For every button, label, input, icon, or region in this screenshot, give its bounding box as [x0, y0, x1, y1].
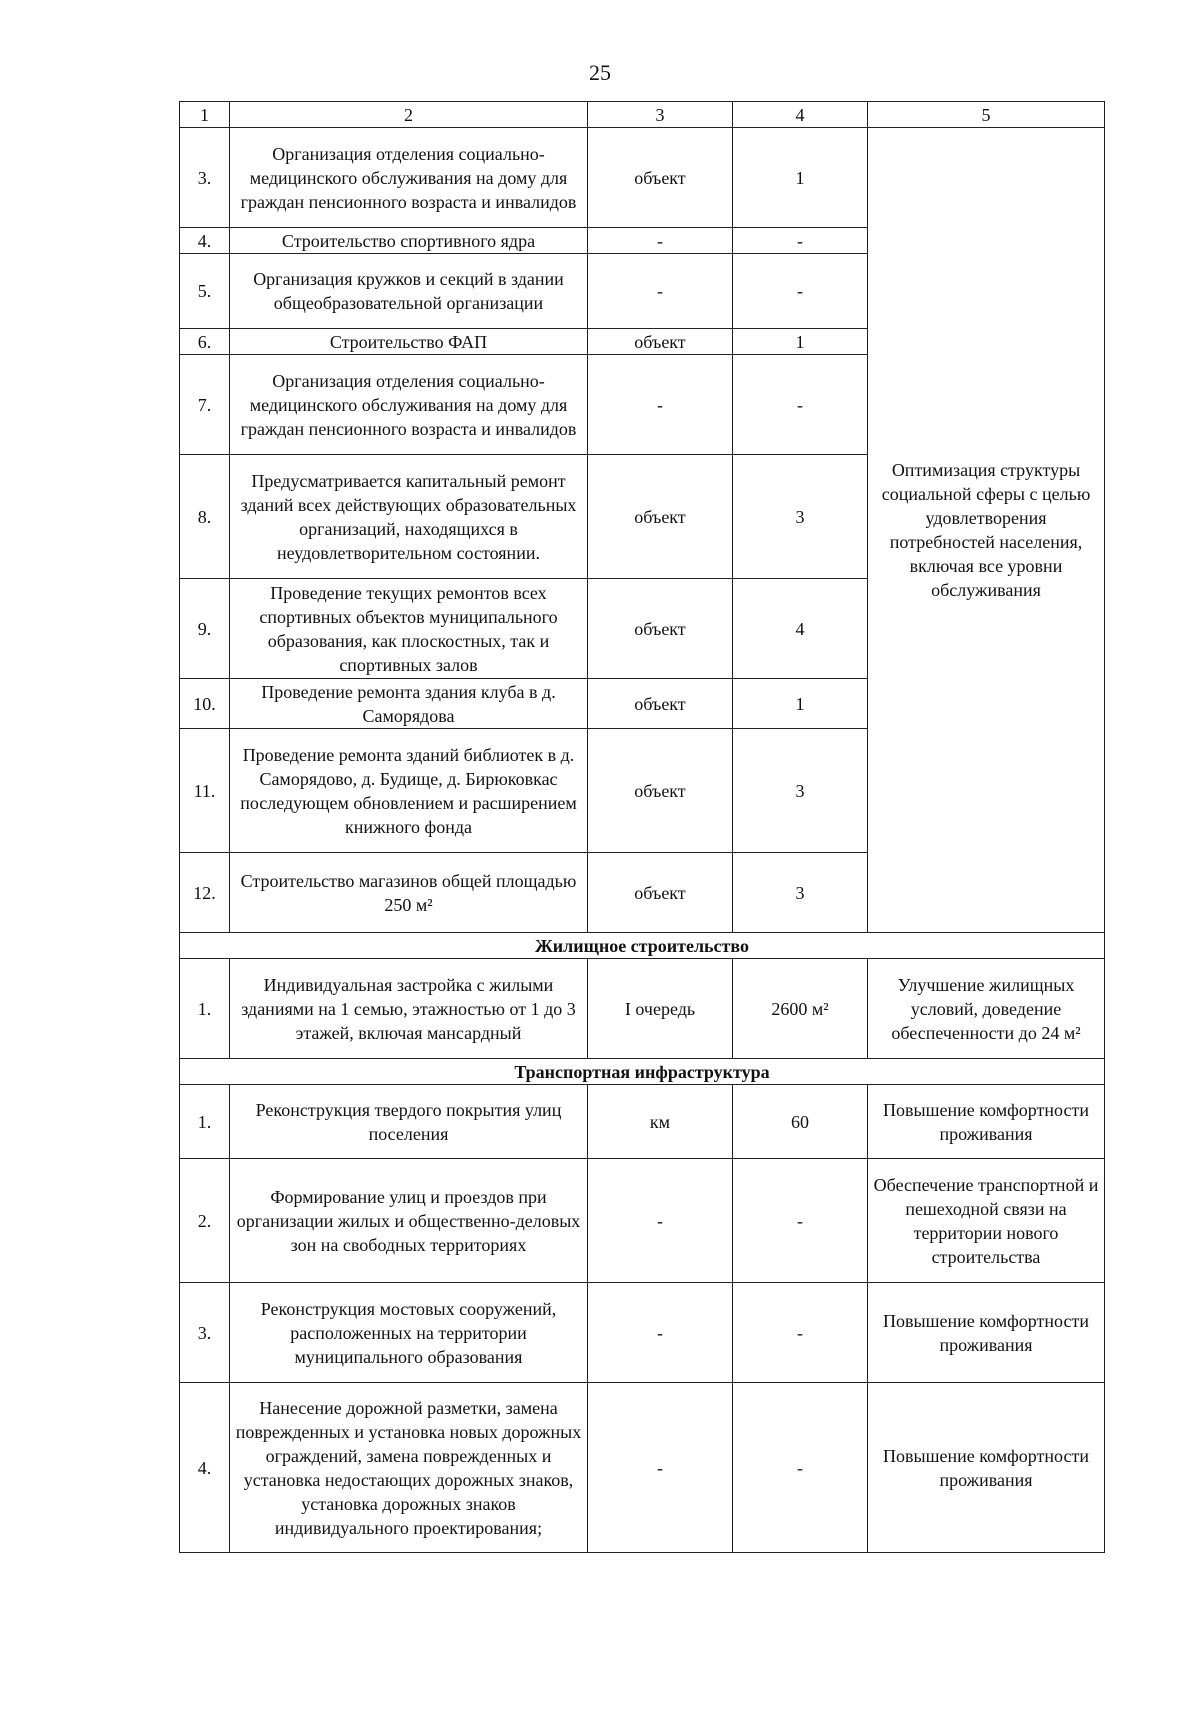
row-number: 12. — [180, 853, 230, 933]
quantity: - — [733, 355, 868, 455]
table-row — [180, 1283, 1105, 1383]
quantity: 1 — [733, 679, 868, 729]
row-number: 9. — [180, 579, 230, 679]
row-number: 5. — [180, 254, 230, 329]
row-number: 6. — [180, 329, 230, 355]
column-number: 4 — [733, 102, 868, 128]
expected-result: Повышение комфортности проживания — [868, 1283, 1105, 1383]
unit: объект — [588, 853, 733, 933]
quantity: 3 — [733, 455, 868, 579]
row-number: 3. — [180, 128, 230, 228]
unit: - — [588, 1159, 733, 1283]
table-row — [180, 1085, 1105, 1159]
quantity: 4 — [733, 579, 868, 679]
quantity: - — [733, 228, 868, 254]
row-number: 1. — [180, 959, 230, 1059]
expected-result: Повышение комфортности проживания — [868, 1383, 1105, 1553]
quantity: 1 — [733, 128, 868, 228]
unit: - — [588, 228, 733, 254]
row-number: 1. — [180, 1085, 230, 1159]
section-title: Жилищное строительство — [180, 933, 1105, 959]
unit: объект — [588, 128, 733, 228]
quantity: - — [733, 1159, 868, 1283]
quantity: 1 — [733, 329, 868, 355]
measure-name: Предусматривается капитальный ремонт зданий всех действующих образовательных организаций, находящихся в неудовлетворительном состоянии. — [230, 455, 588, 579]
quantity: 3 — [733, 853, 868, 933]
measure-name: Строительство ФАП — [230, 329, 588, 355]
measure-name: Организация отделения социально-медицинского обслуживания на дому для граждан пенсионного возраста и инвалидов — [230, 128, 588, 228]
column-number: 5 — [868, 102, 1105, 128]
quantity: - — [733, 1283, 868, 1383]
expected-result: Улучшение жилищных условий, доведение обеспеченности до 24 м² — [868, 959, 1105, 1059]
quantity: 3 — [733, 729, 868, 853]
row-number: 7. — [180, 355, 230, 455]
page-number: 25 — [589, 60, 611, 85]
row-number: 2. — [180, 1159, 230, 1283]
expected-result: Обеспечение транспортной и пешеходной связи на территории нового строительства — [868, 1159, 1105, 1283]
quantity: 2600 м² — [733, 959, 868, 1059]
row-number: 8. — [180, 455, 230, 579]
expected-result: Оптимизация структуры социальной сферы с целью удовлетворения потребностей населения, включая все уровни обслуживания — [868, 128, 1105, 933]
expected-result: Повышение комфортности проживания — [868, 1085, 1105, 1159]
column-number: 3 — [588, 102, 733, 128]
unit: - — [588, 355, 733, 455]
measure-name: Реконструкция твердого покрытия улиц поселения — [230, 1085, 588, 1159]
table-row — [180, 959, 1105, 1059]
row-number: 3. — [180, 1283, 230, 1383]
measure-name: Организация кружков и секций в здании общеобразовательной организации — [230, 254, 588, 329]
row-number: 11. — [180, 729, 230, 853]
column-number: 2 — [230, 102, 588, 128]
unit: объект — [588, 329, 733, 355]
quantity: - — [733, 1383, 868, 1553]
unit: - — [588, 1383, 733, 1553]
column-number: 1 — [180, 102, 230, 128]
measure-name: Проведение ремонта зданий библиотек в д. Саморядово, д. Будище, д. Бирюковкас последующем обновлением и расширением книжного фонда — [230, 729, 588, 853]
measure-name: Строительство магазинов общей площадью 250 м² — [230, 853, 588, 933]
quantity: 60 — [733, 1085, 868, 1159]
unit: I очередь — [588, 959, 733, 1059]
measure-name: Нанесение дорожной разметки, замена поврежденных и установка новых дорожных ограждений, замена поврежденных и установка недостающих дорожных знаков, установка дорожных знаков индивидуального проектирования; — [230, 1383, 588, 1553]
measure-name: Проведение ремонта здания клуба в д. Саморядова — [230, 679, 588, 729]
section-header-row — [180, 1059, 1105, 1085]
section-header-row — [180, 933, 1105, 959]
measure-name: Строительство спортивного ядра — [230, 228, 588, 254]
measure-name: Формирование улиц и проездов при организации жилых и общественно-деловых зон на свободных территориях — [230, 1159, 588, 1283]
table-row — [180, 128, 1105, 228]
quantity: - — [733, 254, 868, 329]
table-row — [180, 1383, 1105, 1553]
column-number-row — [180, 102, 1105, 128]
unit: объект — [588, 579, 733, 679]
measure-name: Индивидуальная застройка с жилыми зданиями на 1 семью, этажностью от 1 до 3 этажей, включая мансардный — [230, 959, 588, 1059]
unit: объект — [588, 679, 733, 729]
row-number: 4. — [180, 228, 230, 254]
unit: объект — [588, 455, 733, 579]
measures-table — [179, 101, 1105, 1553]
section-title: Транспортная инфраструктура — [180, 1059, 1105, 1085]
unit: - — [588, 254, 733, 329]
unit: - — [588, 1283, 733, 1383]
table-row — [180, 1159, 1105, 1283]
measure-name: Реконструкция мостовых сооружений, расположенных на территории муниципального образования — [230, 1283, 588, 1383]
unit: объект — [588, 729, 733, 853]
unit: км — [588, 1085, 733, 1159]
measure-name: Организация отделения социально-медицинского обслуживания на дому для граждан пенсионного возраста и инвалидов — [230, 355, 588, 455]
row-number: 10. — [180, 679, 230, 729]
measure-name: Проведение текущих ремонтов всех спортивных объектов муниципального образования, как плоскостных, так и спортивных залов — [230, 579, 588, 679]
row-number: 4. — [180, 1383, 230, 1553]
